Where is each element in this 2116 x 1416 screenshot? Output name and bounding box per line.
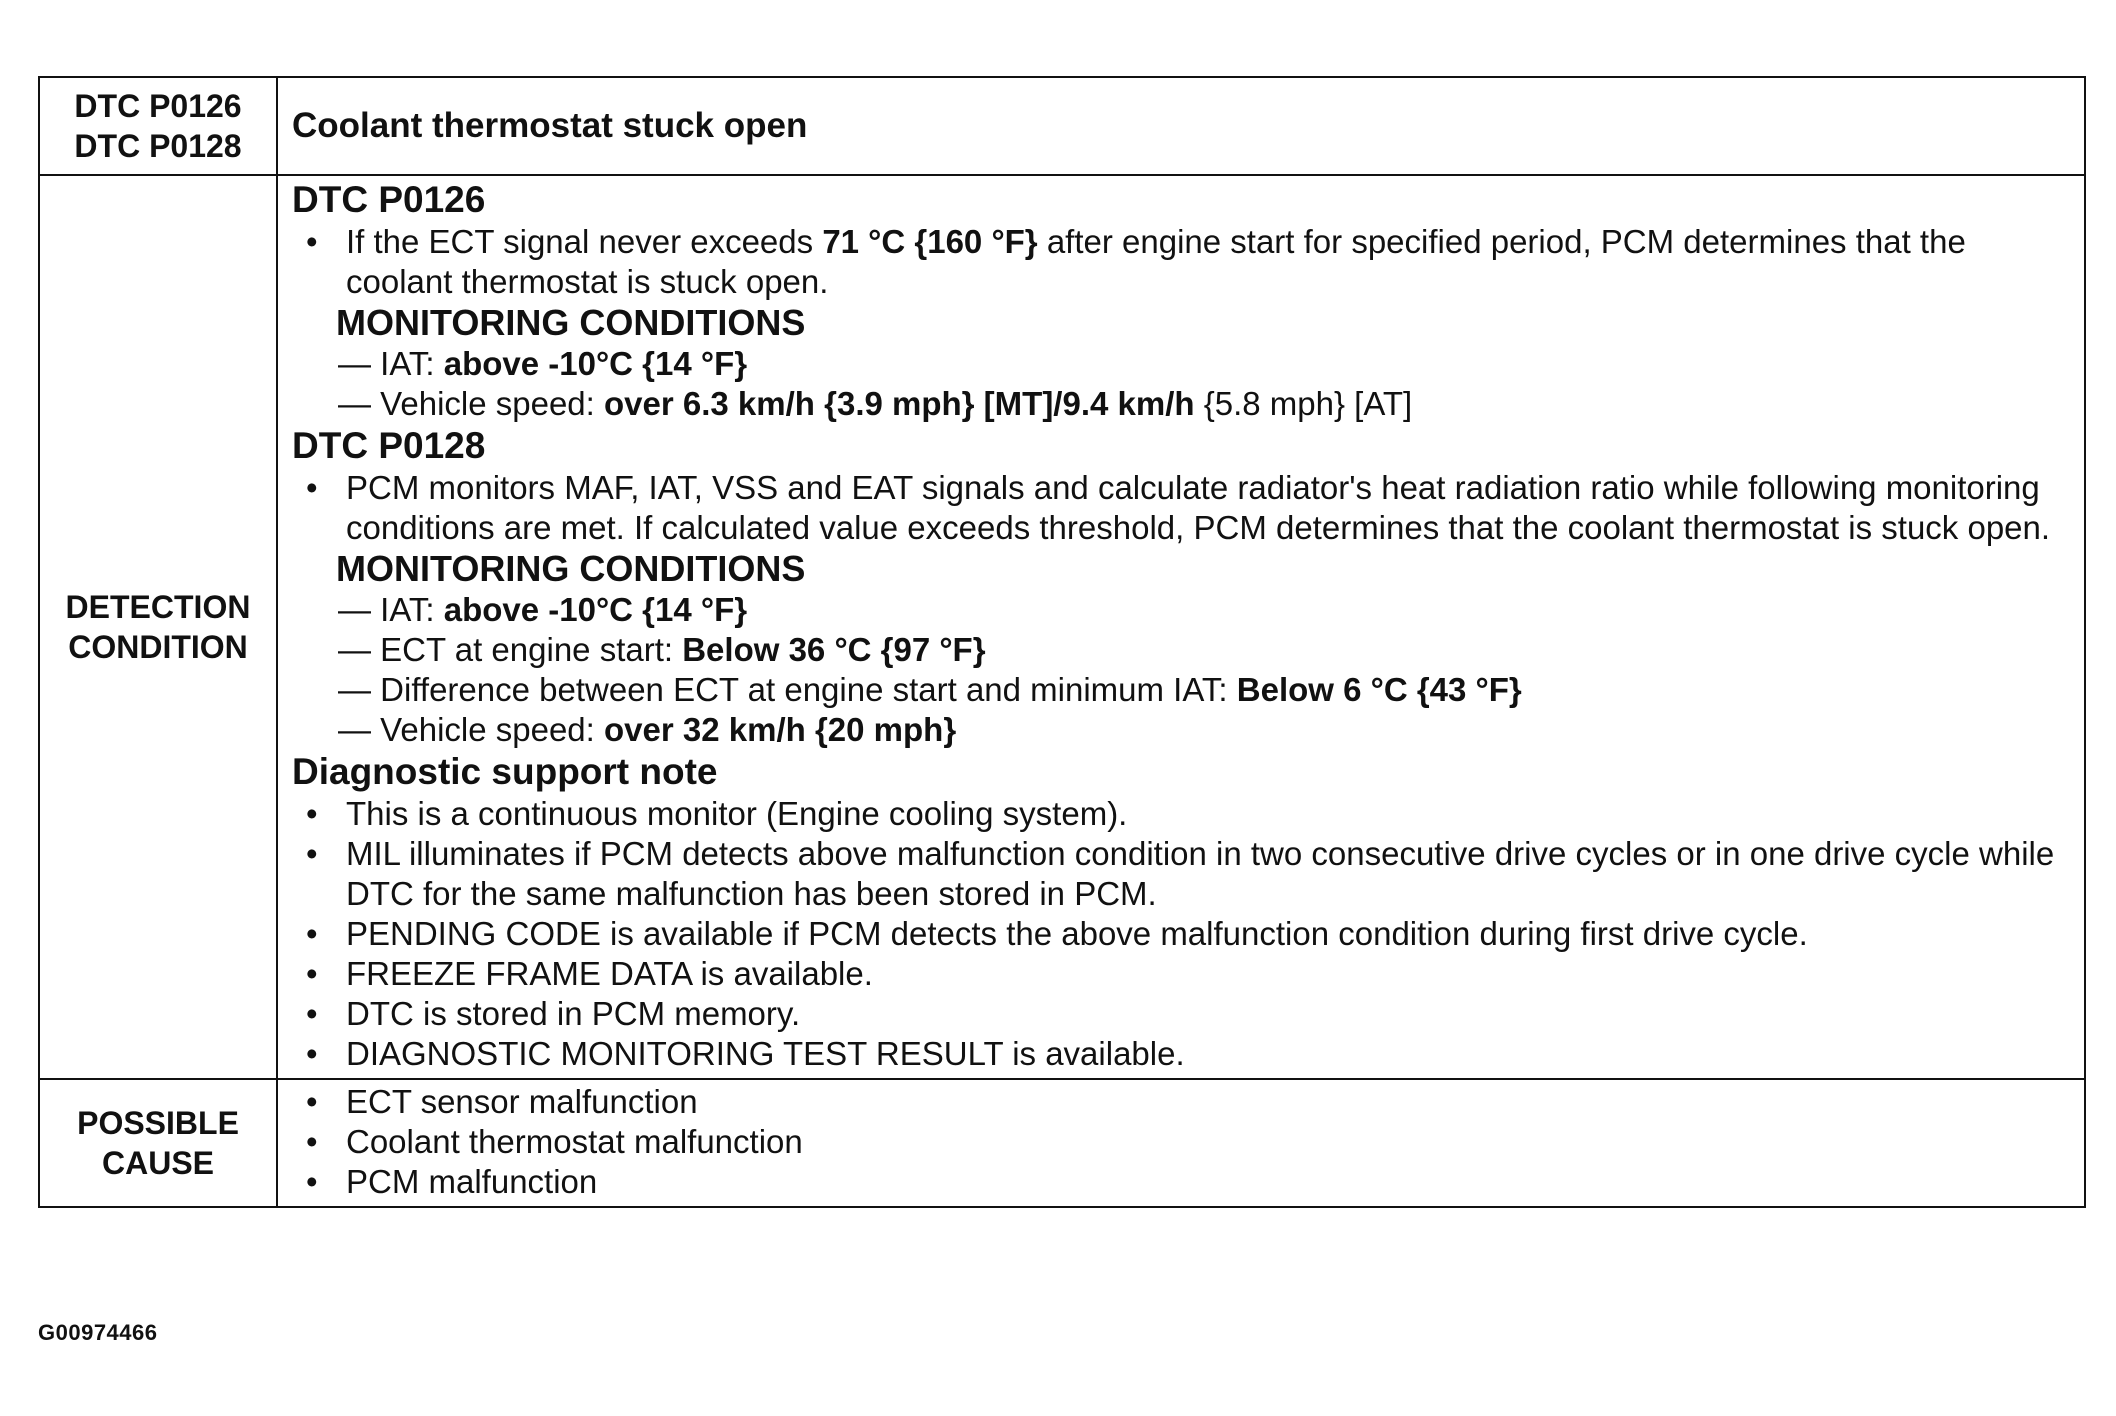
detection-label-cell [39,175,277,1079]
support-note-item: • MIL illuminates if PCM detects above malfunction condition in two consecutive drive cycles or in one drive cycle while DTC for the same malfunction has been stored in PCM. [292,834,2070,914]
dtc-code-p0128: DTC P0128 [74,128,242,164]
possible-cause-label-line-1: POSSIBLE [77,1105,239,1141]
p0128-monitoring-heading: MONITORING CONDITIONS [336,548,806,589]
p0126-bullet [292,222,2070,302]
p0128-condition-iat [338,590,2070,630]
possible-cause-item: • PCM malfunction [292,1162,2070,1202]
p0126-conditions [292,344,2070,424]
condition-label: ECT at engine start: [380,631,683,668]
condition-value: Below 36 °C {97 °F} [682,631,986,668]
p0128-condition-difference [338,670,2070,710]
support-note-item: • DTC is stored in PCM memory. [292,994,2070,1034]
dtc-code-p0126: DTC P0126 [74,88,242,124]
p0128-conditions [292,590,2070,750]
p0128-heading: DTC P0128 [292,425,486,466]
condition-label: Vehicle speed: [380,711,605,748]
support-note-item: • DIAGNOSTIC MONITORING TEST RESULT is available. [292,1034,2070,1074]
condition-value: above -10°C {14 °F} [443,345,748,382]
p0128-condition-ect-start [338,630,2070,670]
possible-cause-row [39,1079,2085,1207]
p0126-bullets [292,222,2070,302]
condition-label: Vehicle speed: [380,385,605,422]
support-note-item: • FREEZE FRAME DATA is available. [292,954,2070,994]
dtc-code-cell [39,77,277,175]
condition-label: IAT: [380,591,444,628]
condition-label: IAT: [380,345,444,382]
condition-value: over 32 km/h {20 mph} [604,711,957,748]
condition-value: Below 6 °C {43 °F} [1236,671,1522,708]
header-row [39,77,2085,175]
p0126-bullet-threshold: 71 °C {160 °F} [822,223,1038,260]
possible-cause-label-cell [39,1079,277,1207]
p0126-condition-speed [338,384,2070,424]
figure-code: G00974466 [38,1320,158,1345]
p0126-monitoring-heading: MONITORING CONDITIONS [336,302,806,343]
possible-cause-content [277,1079,2085,1207]
condition-value: above -10°C {14 °F} [443,591,748,628]
condition-label: Difference between ECT at engine start and minimum IAT: [380,671,1237,708]
condition-suffix: {5.8 mph} [AT] [1194,385,1413,422]
p0126-heading: DTC P0126 [292,179,486,220]
possible-cause-item: • Coolant thermostat malfunction [292,1122,2070,1162]
support-note-heading: Diagnostic support note [292,751,718,792]
support-note-item: • PENDING CODE is available if PCM detects the above malfunction condition during first drive cycle. [292,914,2070,954]
p0126-bullet-post: after engine start for specified period, PCM determines that the coolant thermostat is stuck open. [346,223,1966,300]
dtc-title: Coolant thermostat stuck open [277,77,2085,175]
dtc-table [38,76,2086,1208]
p0126-bullet-pre: If the ECT signal never exceeds [346,223,823,260]
detection-label-line-1: DETECTION [65,589,251,625]
p0128-bullets [292,468,2070,548]
condition-value: over 6.3 km/h {3.9 mph} [MT]/9.4 km/h [604,385,1195,422]
support-notes [292,794,2070,1074]
possible-cause-list [292,1082,2070,1202]
detection-content [277,175,2085,1079]
detection-row [39,175,2085,1079]
possible-cause-item: • ECT sensor malfunction [292,1082,2070,1122]
possible-cause-label-line-2: CAUSE [101,1145,214,1181]
p0126-condition-iat [338,344,2070,384]
detection-label-line-2: CONDITION [68,629,248,665]
p0128-condition-speed [338,710,2070,750]
support-note-item: • This is a continuous monitor (Engine cooling system). [292,794,2070,834]
p0128-bullet: • PCM monitors MAF, IAT, VSS and EAT signals and calculate radiator's heat radiation ratio while following monitoring conditions are met. If calculated value exceeds threshold, PCM determines that the coolant thermostat is stuck open. [292,468,2070,548]
